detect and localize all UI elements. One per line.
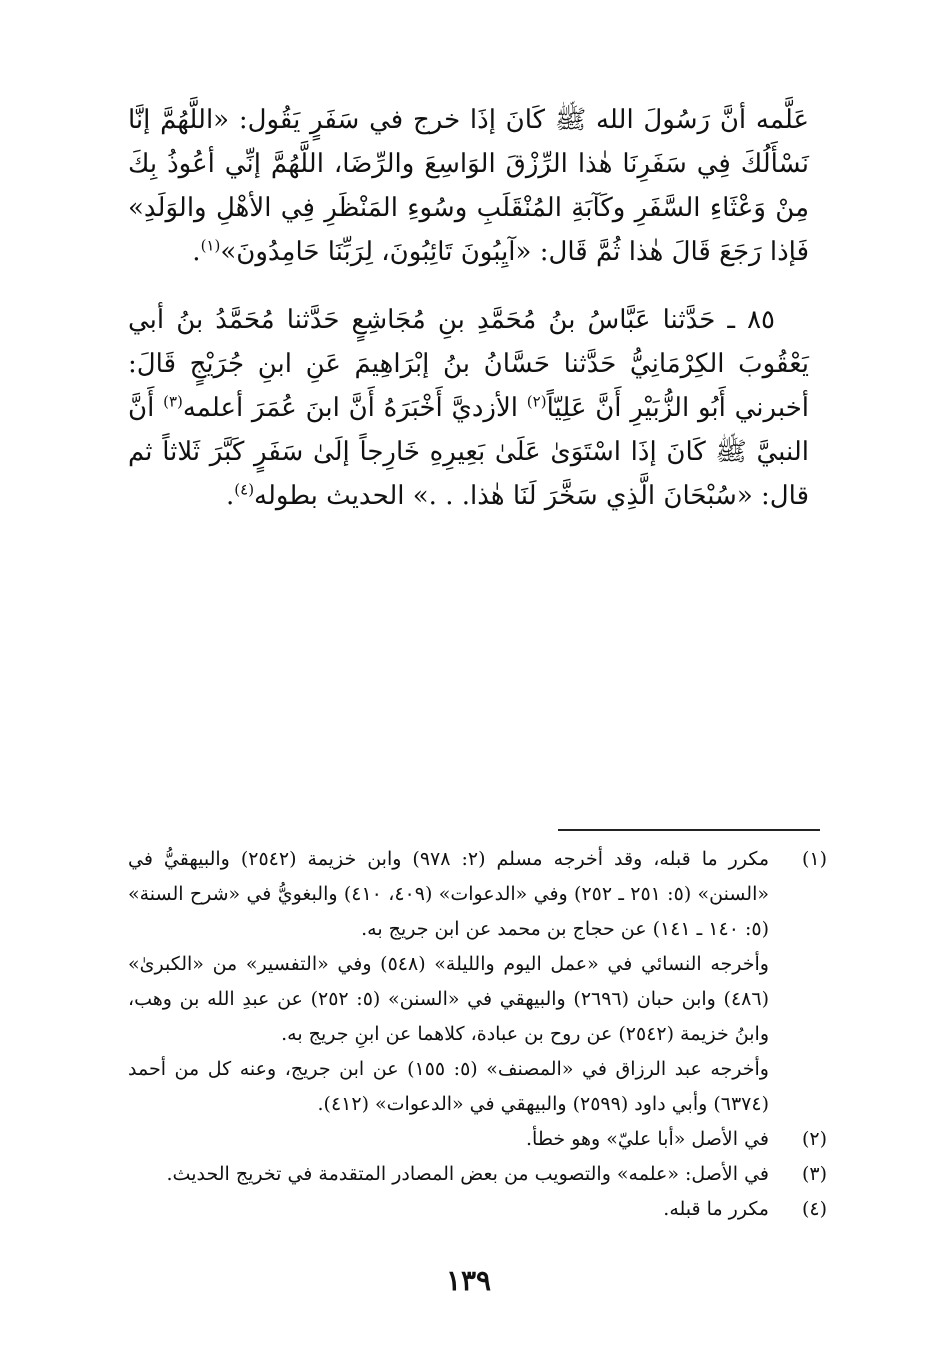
paragraph-2-end: . [226,481,235,511]
footnote-ref-2: (٢) [526,392,547,411]
footnote-1-line-2: وأخرجه النسائي في «عمل اليوم والليلة» (٥٤٨) وفي «التفسير» من «الكبرىٰ» (٤٨٦) وابن حبان (٢٦٩٦) والبيهقي في «السنن» (٥: ٢٥٢) عن عبدِ الله بن وهب، وابنُ خزيمة (٢٥٤٢) عن روح بن عبادة، كلاهما عن ابنِ جريج به. [128,953,770,1045]
footnote-1-line-3: وأخرجه عبد الرزاق في «المصنف» (٥: ١٥٥) عن ابن جريج، وعنه كل من أحمد (٦٣٧٤) وأبي داود (٢٥٩٩) والبيهقي في «الدعوات» (٤١٢). [128,1058,769,1115]
footnote-3-body [128,1157,769,1192]
footnote-4-line-1: مكرر ما قبله. [663,1198,769,1220]
footnote-2-line-1: في الأصل «أبا عليّ» وهو خطأ. [526,1128,769,1150]
paragraph-1-text: عَلَّمه أنَّ رَسُولَ الله ﷺ كَانَ إذَا خرج في سَفَرٍ يَقُول: «اللَّهُمَّ إنَّا نَسْأَلُكَ فِي سَفَرِنَا هٰذا الرِّزْقَ الوَاسِعَ والرِّضَا، اللَّهُمَّ إنِّي أعُوذُ بِكَ مِنْ وَعْثَاءِ السَّفَرِ وكَآبَةِ المُنْقَلَبِ وسُوءِ المَنْظَرِ فِي الأهْلِ والوَلَدِ» فَإذا رَجَعَ قَالَ هٰذا ثُمَّ قَال: «آيِبُونَ تَائِبُونَ، لِرَبِّنَا حَامِدُونَ» [128,105,809,267]
footnote-4-body [128,1192,769,1227]
footnote-3-line-1: في الأصل: «علمه» والتصويب من بعض المصادر المتقدمة في تخريج الحديث. [166,1163,769,1185]
footnotes-section [128,842,827,1227]
main-body-text [128,98,809,518]
paragraph-2-text-c: أَنَّ النبيَّ ﷺ كَانَ إذَا اسْتَوَىٰ عَلَىٰ بَعِيرِهِ خَارِجاً إلَىٰ سَفَرٍ كَبَّرَ ثَلاثاً ثم قال: «سُبْحَانَ الَّذِي سَخَّرَ لَنَا هٰذا. . .» الحديث بطوله [128,393,809,511]
footnote-4 [128,1192,827,1227]
footnote-separator [558,829,820,831]
footnote-1 [128,842,827,1122]
footnote-1-body [128,842,769,1122]
footnote-ref-4: (٤) [234,480,255,499]
footnote-3-number: (٣) [801,1163,827,1185]
paragraph-2 [128,298,809,518]
page-number: ١٣٩ [445,1264,492,1297]
footnote-2-number: (٢) [801,1128,827,1150]
footnote-3 [128,1157,827,1192]
footnote-ref-1: (١) [200,236,221,255]
paragraph-2-text-b: الأزديَّ أَخْبَرَهُ أَنَّ ابنَ عُمَرَ أعلمه [182,393,527,423]
paragraph-1 [128,98,809,274]
footnote-ref-3: (٣) [163,392,183,411]
paragraph-1-end: . [192,237,201,267]
footnote-4-number: (٤) [801,1198,827,1220]
footnote-2 [128,1122,827,1157]
footnote-1-line-1: مكرر ما قبله، وقد أخرجه مسلم (٢: ٩٧٨) وابن خزيمة (٢٥٤٢) والبيهقيُّ في «السنن» (٥: ٢٥١ ـ ٢٥٢) وفي «الدعوات» (٤٠٩، ٤١٠) والبغويُّ في «شرح السنة» (٥: ١٤٠ ـ ١٤١) عن حجاج بن محمد عن ابن جريج به. [128,848,770,940]
paragraph-2-text-a: ٨٥ ـ حَدَّثنا عَبَّاسُ بنُ مُحَمَّدِ بنِ مُجَاشِعٍ حَدَّثنا مُحَمَّدُ بنُ أبي يَعْقُوبَ الكِرْمَانِيُّ حَدَّثنا حَسَّانُ بنُ إبْرَاهِيمَ عَنِ ابنِ جُرَيْجٍ قَالَ: أخبرني أَبُو الزُّبَيْرِ أَنَّ عَلِيّاً [128,305,809,423]
footnote-2-body [128,1122,769,1157]
footnote-1-number: (١) [801,848,827,870]
